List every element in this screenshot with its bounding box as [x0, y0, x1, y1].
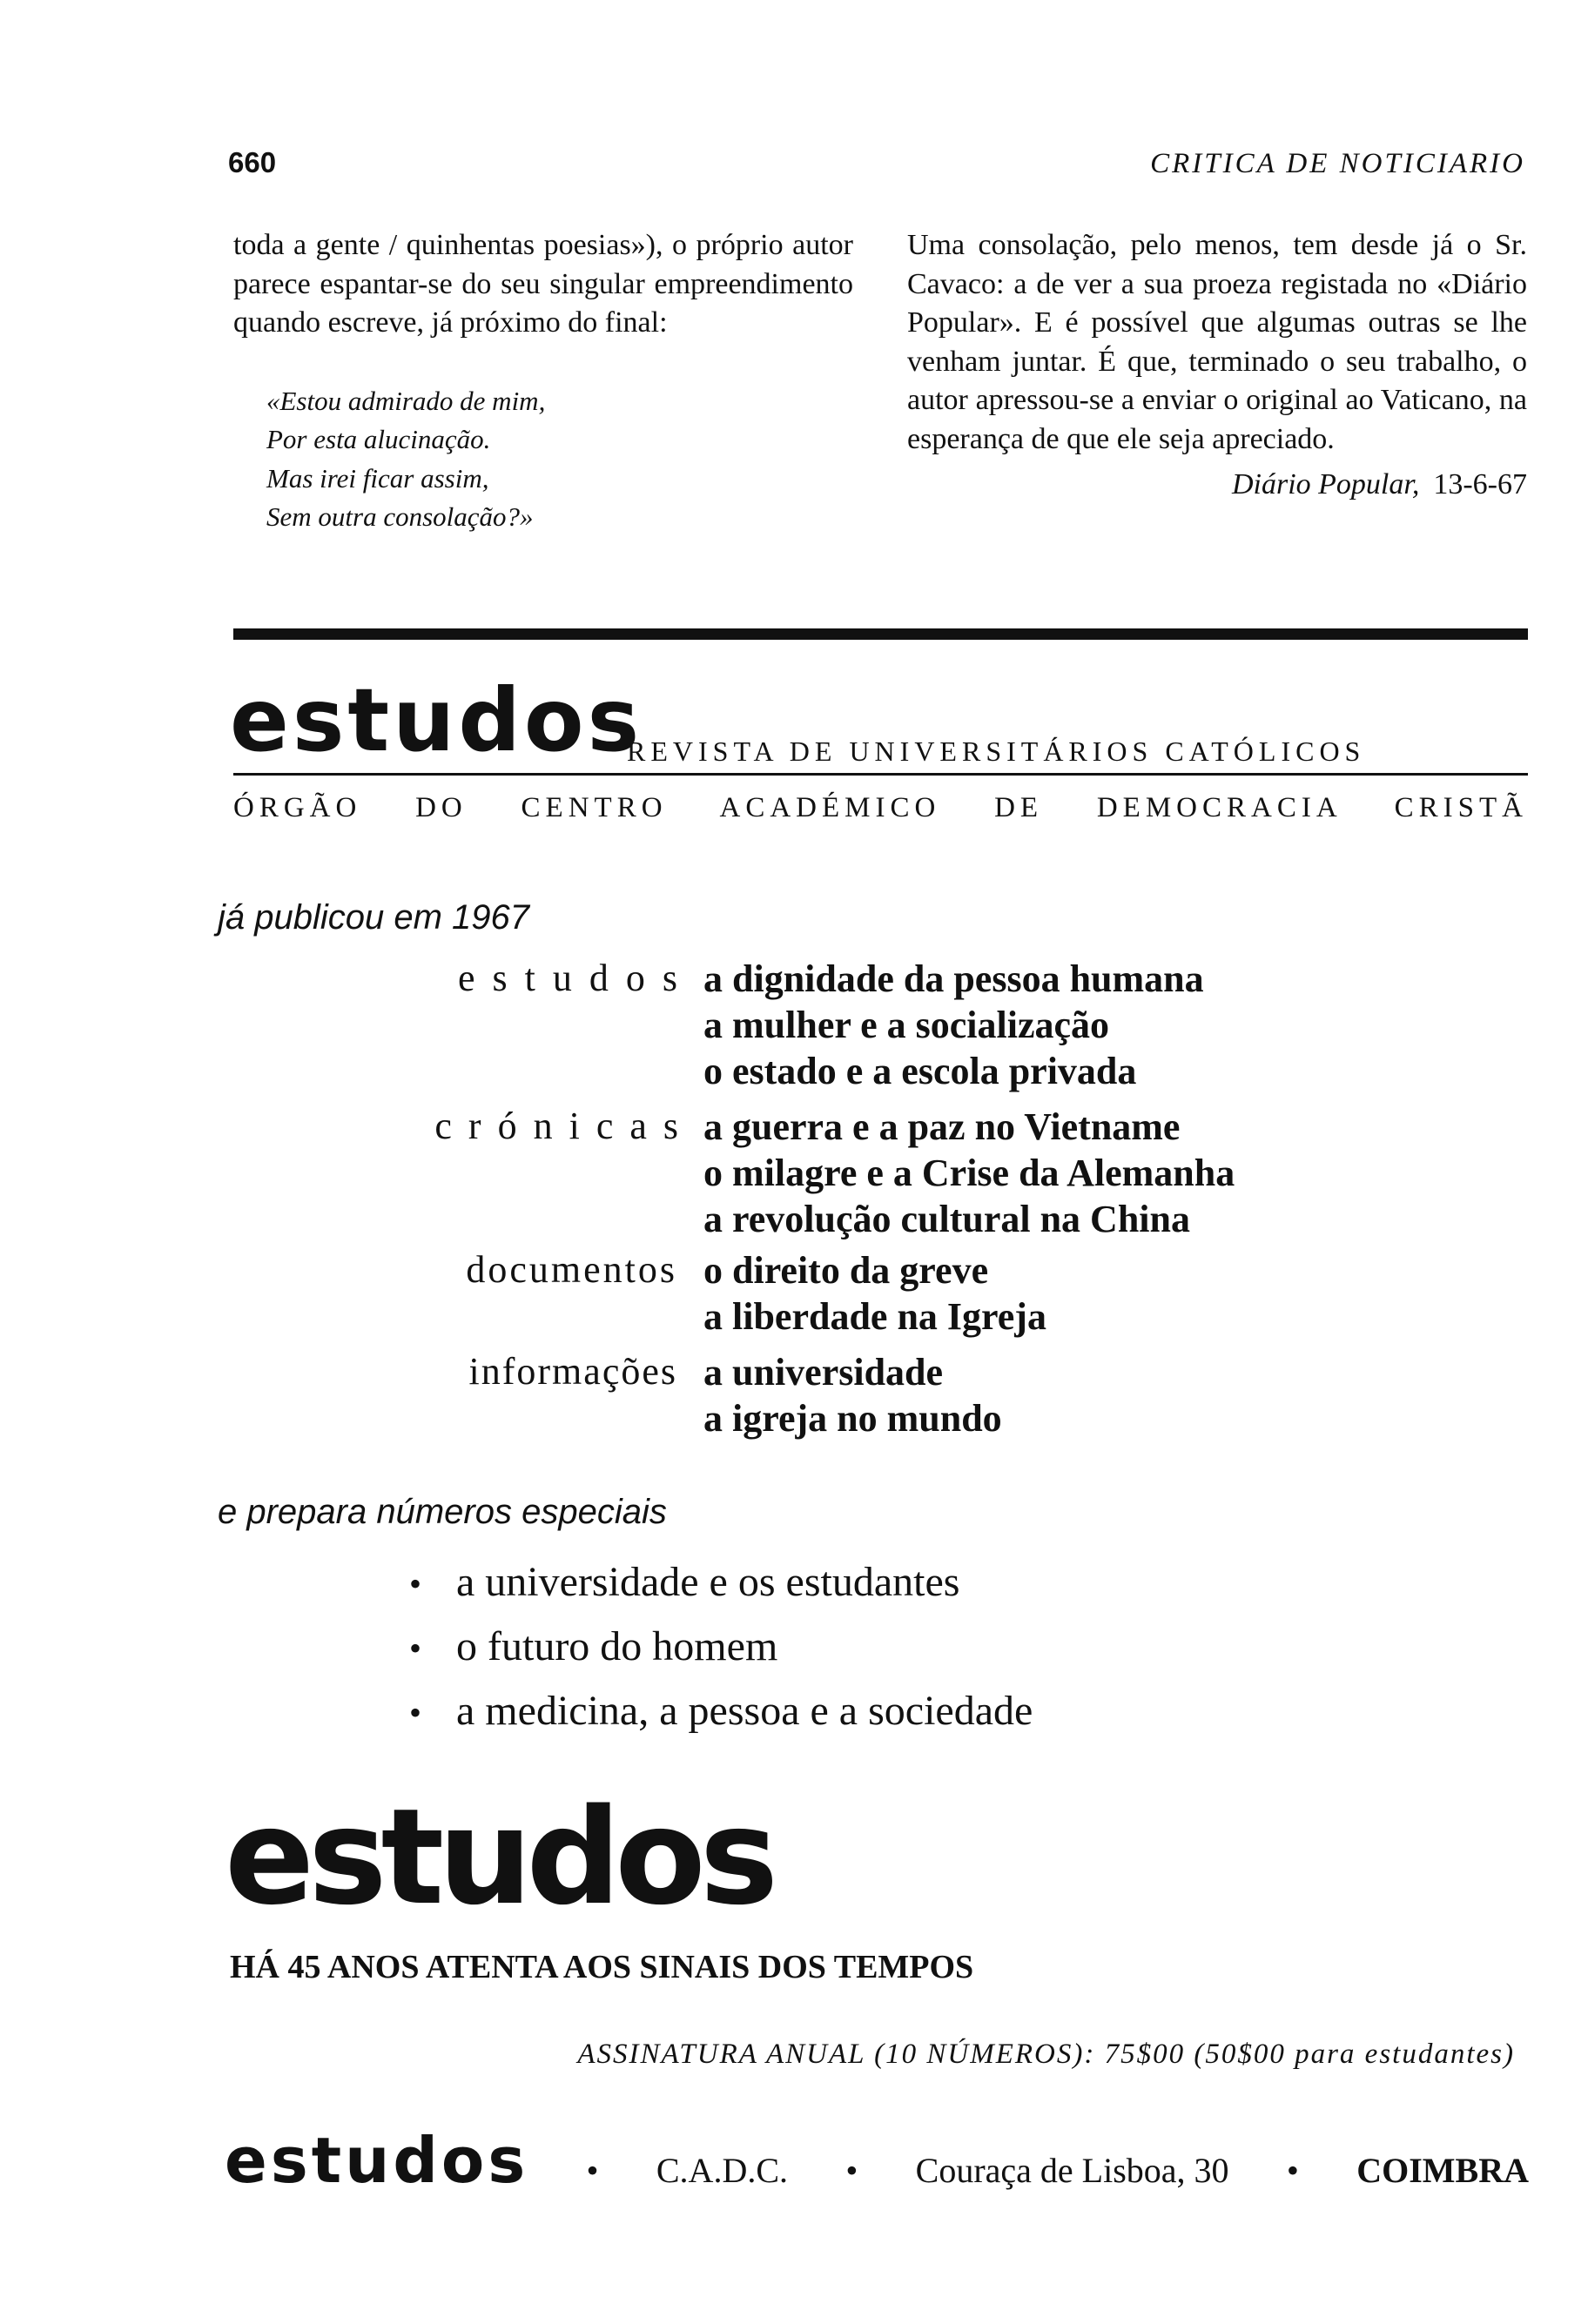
section-label-informacoes: informações — [468, 1350, 677, 1393]
subscription-price: ASSINATURA ANUAL (10 NÚMEROS): 75$00 (50$00 para estudantes) — [577, 2039, 1515, 2070]
verse-line: Mas irei ficar assim, — [266, 462, 489, 494]
page-number: 660 — [228, 146, 277, 178]
section-label-cronicas: crónicas — [434, 1105, 695, 1147]
list-item-text: a medicina, a pessoa e a sociedade — [456, 1688, 1033, 1734]
verse-line: «Estou admirado de mim, — [266, 385, 546, 416]
list-item — [409, 1551, 1033, 1615]
bullet-icon: • — [409, 1629, 422, 1668]
right-column — [907, 226, 1527, 505]
footer-city: COIMBRA — [1356, 2151, 1529, 2190]
published-heading: já publicou em 1967 — [218, 898, 530, 937]
masthead-organ-line: ÓRGÃO DO CENTRO ACADÉMICO DE DEMOCRACIA CRISTÃ — [233, 792, 1528, 823]
list-item — [409, 1615, 1033, 1680]
list-item: o direito da greve — [703, 1249, 989, 1292]
verse-line: Sem outra consolação?» — [266, 501, 534, 532]
citation — [907, 466, 1527, 505]
separator-dot-icon: • — [845, 2151, 858, 2190]
verse-quote — [266, 382, 853, 537]
footer-org: C.A.D.C. — [656, 2151, 789, 2190]
running-title: CRITICA DE NOTICIARIO — [1150, 148, 1525, 179]
verse-line: Por esta alucinação. — [266, 424, 491, 454]
list-item: a liberdade na Igreja — [703, 1295, 1046, 1338]
list-item: a dignidade da pessoa humana — [703, 957, 1204, 1000]
section-items-cronicas — [703, 1104, 1235, 1242]
section-divider — [233, 628, 1528, 640]
list-item: a mulher e a socialização — [703, 1004, 1109, 1046]
separator-dot-icon: • — [586, 2151, 599, 2190]
footer-logo: estudos — [225, 2124, 529, 2197]
separator-dot-icon: • — [1286, 2151, 1299, 2190]
list-item-text: o futuro do homem — [456, 1623, 778, 1669]
footer-address: Couraça de Lisboa, 30 — [915, 2151, 1229, 2190]
left-paragraph: toda a gente / quinhentas poesias»), o próprio autor parece espantar-se do seu singular empreendimento quando escreve, já próximo do final: — [233, 229, 853, 339]
list-item: o milagre e a Crise da Alemanha — [703, 1152, 1235, 1194]
bullet-icon: • — [409, 1564, 422, 1603]
special-issues-list — [409, 1551, 1033, 1744]
list-item: o estado e a escola privada — [703, 1050, 1137, 1092]
footer-address-line — [225, 2124, 1529, 2197]
list-item-text: a universidade e os estudantes — [456, 1559, 960, 1605]
list-item — [409, 1680, 1033, 1744]
masthead-subtitle: REVISTA DE UNIVERSITÁRIOS CATÓLICOS — [627, 735, 1366, 767]
section-label-estudos: estudos — [458, 957, 695, 999]
citation-date: 13-6-67 — [1433, 468, 1527, 500]
promo-logo: estudos — [225, 1780, 773, 1934]
promo-tagline: HÁ 45 ANOS ATENTA AOS SINAIS DOS TEMPOS — [230, 1949, 974, 1985]
section-label-documentos: documentos — [466, 1248, 677, 1291]
section-items-estudos — [703, 956, 1204, 1094]
right-paragraph: Uma consolação, pelo menos, tem desde já o Sr. Cavaco: a de ver a sua proeza registada no «Diário Popular». E é possível que algumas outras se lhe venham juntar. É que, terminado o seu trabalho, o autor apressou-se a enviar o original ao Vaticano, na esperança de que ele seja apreciado. — [907, 229, 1527, 455]
left-column — [233, 226, 853, 537]
list-item: a guerra e a paz no Vietname — [703, 1105, 1181, 1148]
citation-source: Diário Popular, — [1231, 468, 1420, 500]
list-item: a revolução cultural na China — [703, 1198, 1191, 1240]
bullet-icon: • — [409, 1693, 422, 1732]
special-issues-heading: e prepara números especiais — [218, 1493, 667, 1531]
masthead-logo: estudos — [230, 669, 643, 771]
masthead-rule — [233, 773, 1528, 776]
section-items-documentos — [703, 1247, 1046, 1340]
list-item: a igreja no mundo — [703, 1397, 1002, 1440]
section-items-informacoes — [703, 1349, 1002, 1441]
list-item: a universidade — [703, 1351, 944, 1394]
